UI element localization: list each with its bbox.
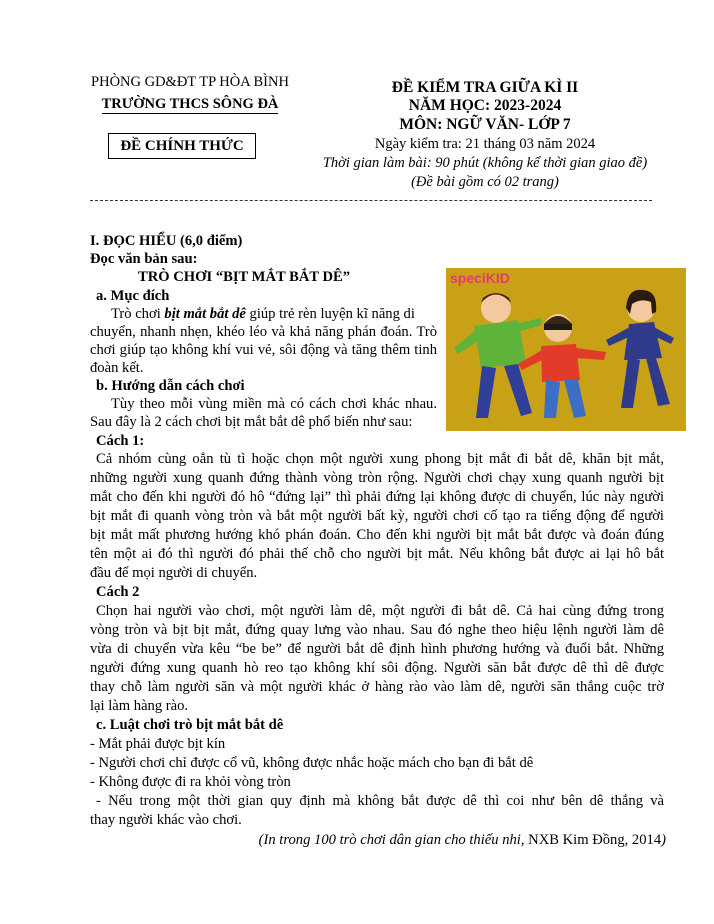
- subject: MÔN: NGỮ VĂN- LỚP 7: [399, 116, 571, 133]
- school-name: [70, 96, 310, 113]
- way-1-line: những người xung quanh đứng thành vòng tròn rộng. Người chơi chạy xung quanh người bịt: [90, 470, 664, 486]
- rule-item: - Người chơi chỉ được cổ vũ, không được nhắc hoặc mách cho bạn đi bắt dê: [90, 755, 534, 771]
- exam-title: ĐỀ KIỂM TRA GIỮA KÌ II: [391, 79, 579, 96]
- rule-item: - Mắt phải được bịt kín: [90, 736, 226, 752]
- rule-item: - Không được đi ra khỏi vòng tròn: [90, 774, 291, 790]
- official-exam-label: ĐỀ CHÍNH THỨC: [108, 133, 256, 159]
- source-citation: [259, 830, 666, 850]
- rule-item-continuation: thay người khác vào chơi.: [90, 812, 242, 828]
- illustration-svg: [446, 268, 686, 431]
- exam-duration: Thời gian làm bài: 90 phút (không kể thời gian giao đề): [322, 155, 648, 171]
- way-1-line: đầu để mọi người di chuyển.: [90, 565, 258, 581]
- part-a-game-name: bịt mắt bắt dê: [164, 306, 246, 322]
- school-name-text: TRƯỜNG THCS SÔNG ĐÀ: [101, 96, 279, 112]
- way-1-line: bịt mắt đi quanh vòng tròn và bắt một người bất kỳ, người chơi cố tạo ra tiếng động để người: [90, 508, 664, 524]
- dashed-divider: [90, 200, 652, 201]
- part-a-line-4: đoàn kết.: [90, 360, 144, 376]
- part-c-heading: c. Luật chơi trò bịt mắt bắt dê: [96, 717, 284, 733]
- citation-publisher: NXB Kim Đồng, 2014: [524, 832, 662, 848]
- way-1-line: Cả nhóm cùng oẳn tù tì hoặc chọn một người xung phong bịt mắt đi bắt dê, khăn bịt mắt,: [96, 451, 664, 467]
- part-a-line-3: chơi giúp tạo không khí vui vẻ, sôi động và tăng thêm tinh: [90, 342, 437, 358]
- children-playing-illustration: [446, 268, 686, 431]
- department-name: PHÒNG GD&ĐT TP HÒA BÌNH: [91, 74, 289, 90]
- citation-book-title: 100 trò chơi dân gian cho thiếu nhi,: [314, 832, 525, 848]
- way-2-line: vừa di chuyển vừa kêu “be be” để người bắt dê định hình phương hướng và đuổi bắt. Những: [90, 641, 664, 657]
- way-2-line: lại làm hàng rào.: [90, 698, 189, 714]
- section-title: I. ĐỌC HIỂU (6,0 điểm): [90, 233, 243, 249]
- illustration-logo: speciKID: [450, 270, 510, 286]
- part-b-line-2: Sau đây là 2 cách chơi bịt mắt bắt dê phổ biến như sau:: [90, 414, 413, 430]
- way-1-line: tên một ai đó thì người đó phải thế chỗ cho người bịt mắt. Nếu không bắt được ai lại hô bắt: [90, 546, 664, 562]
- pages-note: (Đề bài gồm có 02 trang): [411, 174, 559, 190]
- part-a-line-1: [111, 304, 437, 324]
- citation-open: (In trong: [258, 832, 315, 848]
- way-1-line: bịt mắt mất phương hướng khó phán đoán. Cho đến khi người bịt mắt bắt được và đoán đúng: [90, 527, 664, 543]
- way-2-line: thay chỗ làm người săn và một người khác ở hàng rào vào làm dê, người săn thắng cuộc trờ: [90, 679, 664, 695]
- way-2-line: vòng tròn và bịt bịt mắt, đứng quay lưng vào nhau. Sau đó nghe theo hiệu lệnh người làm dê: [90, 622, 664, 638]
- reading-instruction: Đọc văn bản sau:: [90, 251, 198, 267]
- citation-close: ): [661, 832, 666, 848]
- rule-item: - Nếu trong một thời gian quy định mà không bắt được dê thì coi như bên dê thắng và: [96, 793, 664, 809]
- part-a-line-1-suffix: giúp trẻ rèn luyện kĩ năng di: [245, 306, 415, 322]
- part-b-heading: b. Hướng dẫn cách chơi: [96, 378, 245, 394]
- part-b-line-1: Tùy theo mỗi vùng miền mà có cách chơi khác nhau.: [111, 396, 437, 412]
- part-a-line-2: chuyển, nhanh nhẹn, khéo léo và khả năng phán đoán. Trò: [90, 324, 437, 340]
- text-title: TRÒ CHƠI “BỊT MẮT BẮT DÊ”: [138, 269, 351, 285]
- way-2-line: người đứng xung quanh hò reo tạo không khí sôi động. Người săn bắt được dê thì dê được: [90, 660, 664, 676]
- part-a-heading: a. Mục đích: [96, 288, 170, 304]
- way-1-line: mắt cho đến khi người đó hô “đứng lại” thì phải đứng lại không được di chuyển, lúc này người: [90, 489, 664, 505]
- way-2-heading: Cách 2: [96, 584, 140, 600]
- exam-date: Ngày kiểm tra: 21 tháng 03 năm 2024: [374, 136, 596, 152]
- school-year: NĂM HỌC: 2023-2024: [408, 97, 562, 114]
- part-a-line-1-prefix: Trò chơi: [111, 306, 165, 322]
- way-2-line: Chọn hai người vào chơi, một người làm dê, một người đi bắt dê. Cả hai cùng đứng trong: [96, 603, 664, 619]
- way-1-heading: Cách 1:: [96, 433, 145, 449]
